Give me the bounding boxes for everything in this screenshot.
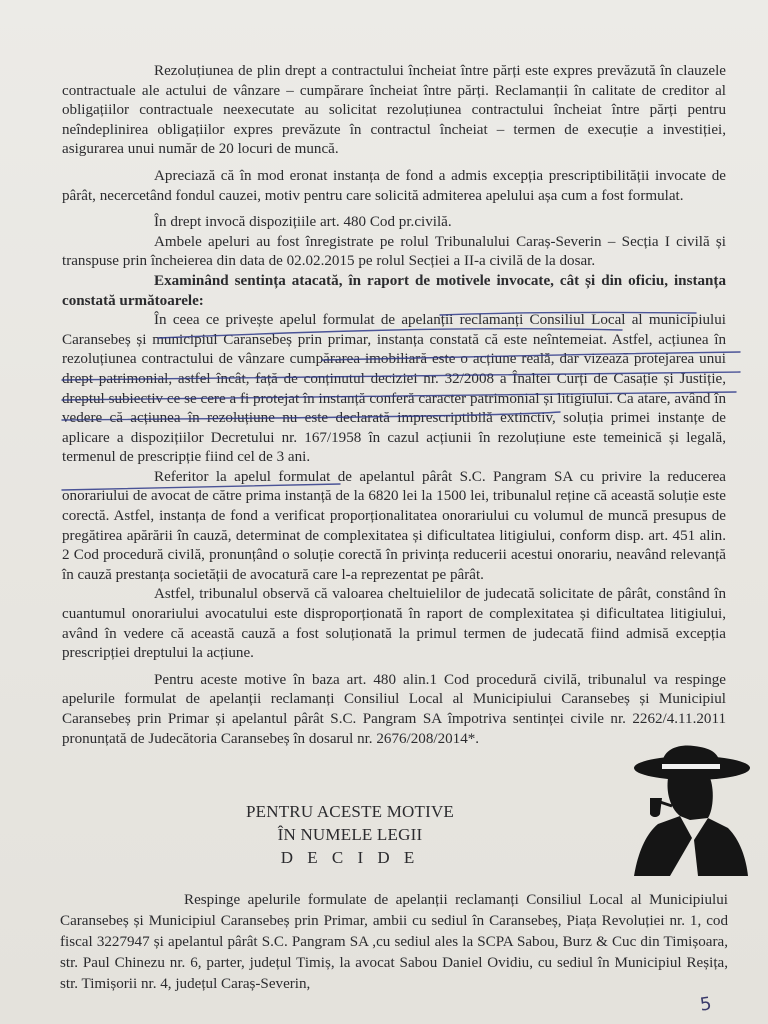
hat-band [662,764,720,769]
paragraph-rezolutiune: Rezoluțiunea de plin drept a contractului încheiat între părți este expres prevăzută în clauzele contractuale ale actului de vânzare – cumpărare încheiat între părți. Reclamanții în calitate de creditor al obligațiilor contractuale neexecutate au solicitat rezoluțiunea contractului încheiat între părți pentru neîndeplinirea obligațiilor expres prevăzute în contractul încheiat – termen de execuție a investiției, asigurarea unui număr de 20 locuri de muncă. [62,63,726,158]
heading-motive: PENTRU ACESTE MOTIVE [246,802,454,821]
head [668,778,713,820]
paragraph-motive: Pentru aceste motive în baza art. 480 alin.1 Cod procedură civilă, tribunalul va respinge apelurile formulat de apelanții reclamanți Consiliul Local al Municipiului Caransebeș și Municipiul Caransebeș prin Primar și apelantul pârât S.C. Pangram SA împotriva sentinței civile nr. 2262/4.11.2011 pronunțată de Judecătoria Caransebeș în dosarul nr. 2676/208/2014*. [62,671,726,747]
page-number: 5 [698,993,713,1016]
heading-decide: D E C I D E [280,848,420,867]
paragraph-examinand [62,272,726,311]
paragraph-apreciaza: Apreciază că în mod eronat instanța de fond a admis excepția prescriptibilității invocate de pârât, necercetând fondul cauzei, motiv pentru care solicită admiterea apelului așa cum a fost formulat. [62,167,726,204]
pipe-stem [660,802,672,806]
pipe-bowl [650,798,662,817]
detective-silhouette-icon [628,742,752,876]
coat-right [694,818,748,876]
coat-collar [634,816,692,876]
heading-legii: ÎN NUMELE LEGII [277,825,423,844]
paragraph-respinge: Respinge apelurile formulate de apelanții reclamanți Consiliul Local al Municipiului Caransebeș și Municipiul Caransebeș prin Primar, ambii cu sediul în Caransebeș, Piața Revoluției nr. 1, cod fiscal 3227947 și apelantul pârât S.C. Pangram SA ,cu sediul ales la SCPA Sabou, Burz & Cuc din Timișoara, str. Paul Chinezu nr. 6, parter, județul Timiș, la avocat Sabou Daniel Ovidiu, cu sediul în Municipiul Reșița, str. Timișorii nr. 4, județul Caraș-Severin, [60,892,728,992]
decision-heading [200,800,500,869]
body-text [62,62,726,749]
examinand-bold: Examinând sentința atacată, în raport de motivele invocate, cât și din oficiu, instanța constată următoarele: [62,272,726,309]
hat-crown [662,746,720,766]
final-text [60,890,728,995]
paragraph-apeluri: Ambele apeluri au fost înregistrate pe rolul Tribunalului Caraș-Severin – Secția I civilă și transpuse prin încheierea din data de 02.02.2015 pe rolul Secției a II-a civilă de la dosar. [62,233,726,270]
paragraph-cheltuieli: Astfel, tribunalul observă că valoarea cheltuielilor de judecată solicitate de pârât, constând în cuantumul onorariului avocatului este disproporționată în raport de complexitatea și dificultatea litigiului, având în vedere că această cauză a fost soluționată la primul termen de judecată fiind admisă excepția prescripției dreptului la acțiune. [62,586,726,662]
paragraph-apel-reclamanti: În ceea ce privește apelul formulat de apelanții reclamanți Consiliul Local al municipiului Caransebeș și municipiul Caransebeș prin primar, instanța constată că este neîntemeiat. Astfel, acțiunea în rezoluțiunea contractului de vânzare cumpărarea imobiliară este o acțiune reală, dar vizează protejarea unui drept patrimonial, astfel încât, față de conținutul deciziei nr. 32/2008 a Înaltei Curți de Casație și Justiție, dreptul subiectiv ce se cere a fi protejat în instanță conferă caracter patrimonial și litigiului. Ca atare, având în vedere că acțiunea în rezoluțiune nu este declarată imprescriptibilă extinctiv, soluția primei instanțe de aplicare a dispozițiilor Decretului nr. 167/1958 în cazul acțiunii în rezoluțiune este temeinică și legală, termenul de prescripție fiind cel de 3 ani. [62,312,726,466]
paragraph-drept: În drept invocă dispozițiile art. 480 Cod pr.civilă. [154,214,452,231]
paragraph-apel-parat: Referitor la apelul formulat de apelantul pârât S.C. Pangram SA cu privire la reducerea onorariului de avocat de către prima instanță de la 6820 lei la 1500 lei, tribunalul reține că această soluție este corectă. Astfel, instanța de fond a verificat proporționalitatea onorariului cu volumul de muncă presupus de pregătirea apărării în cauză, determinat de complexitatea și dificultatea litigiului, conform disp. art. 451 alin. 2 Cod procedură civilă, pronunțând o soluție corectă în privința reducerii acestui onorariu, neavând relevanță în cauză prestanța societății de avocatură care l-a reprezentat pe pârât. [62,468,726,583]
